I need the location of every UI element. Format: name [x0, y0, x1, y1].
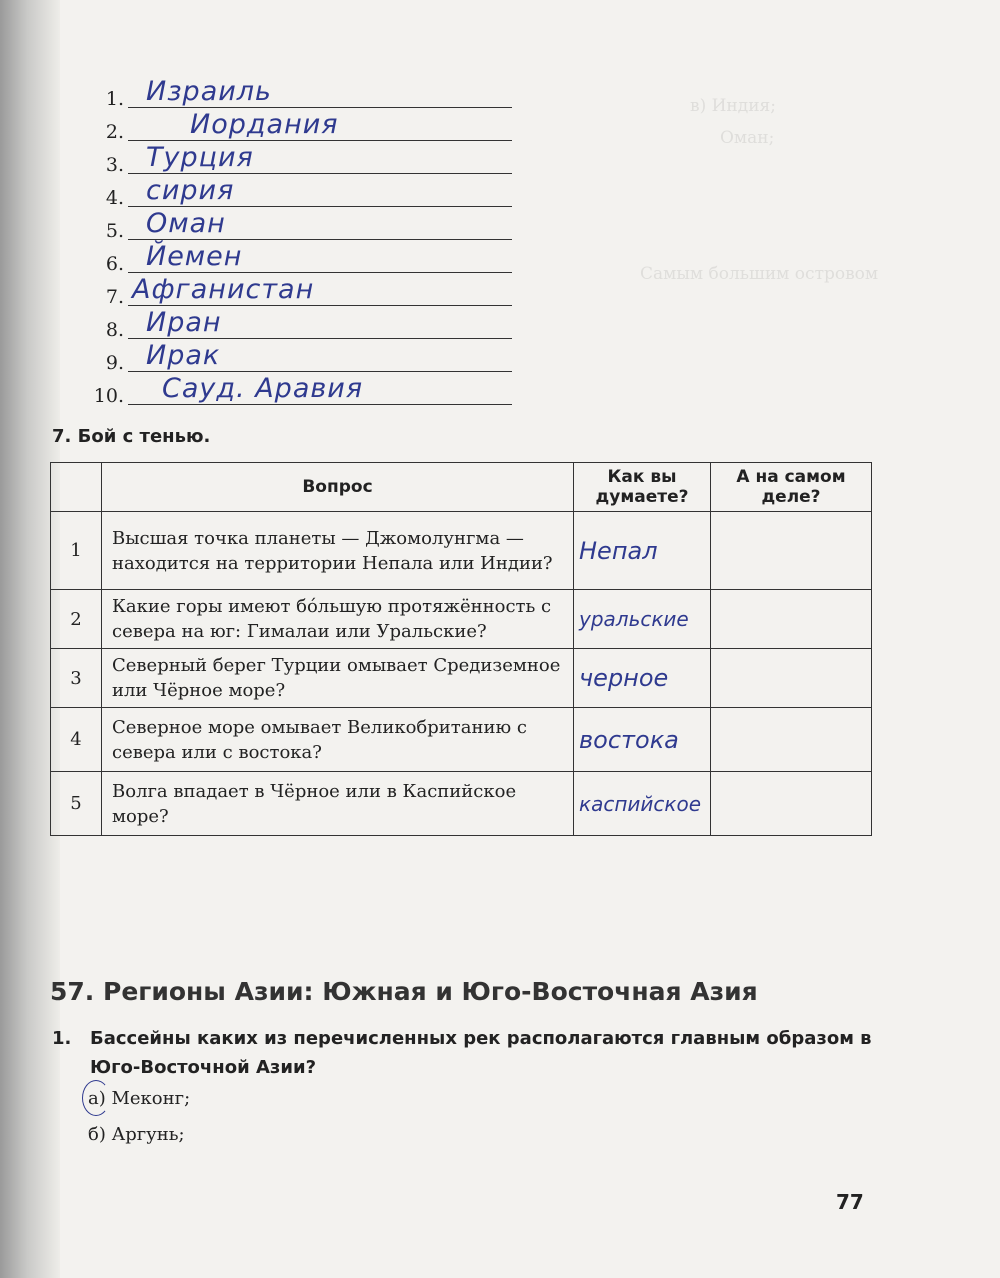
list-item: 6. Йемен [92, 247, 512, 280]
handwritten-answer: Йемен [146, 241, 243, 272]
option-b: б) Аргунь; [88, 1124, 185, 1145]
header-actual: А на самом деле? [711, 463, 872, 512]
country-answer-list [92, 76, 512, 412]
handwritten-answer: Непал [579, 536, 658, 565]
handwritten-answer: сирия [146, 175, 235, 206]
list-item: 7. Афганистан [92, 280, 512, 313]
bleed-through: Самым большим островом [640, 264, 879, 284]
section-heading: 57. Регионы Азии: Южная и Юго-Восточная Азия [50, 977, 758, 1006]
bleed-through: в) Индия; [690, 96, 777, 116]
table-row: 4 Северное море омывает Великобританию с севера или с востока? востока [51, 708, 872, 772]
list-item: 10. Сауд. Аравия [92, 379, 512, 412]
header-question: Вопрос [102, 463, 574, 512]
table-row: 1 Высшая точка планеты — Джомолунгма — находится на территории Непала или Индии? Непал [51, 512, 872, 590]
table-row: 5 Волга впадает в Чёрное или в Каспийское море? каспийское [51, 772, 872, 836]
handwritten-answer: Ирак [146, 340, 221, 371]
table-row: 2 Какие горы имеют бо́льшую протяжённость с севера на юг: Гималаи или Уральские? уральские [51, 590, 872, 649]
handwritten-answer: Иран [146, 307, 222, 338]
answer-cell-empty[interactable] [711, 590, 872, 649]
list-item: 8. Иран [92, 313, 512, 346]
table-header-row [51, 463, 872, 512]
list-item: 2. Иордания [92, 115, 512, 148]
handwritten-answer: Турция [146, 142, 254, 173]
handwritten-answer: Иордания [190, 109, 339, 140]
answer-cell-empty[interactable] [711, 772, 872, 836]
handwritten-answer: востока [579, 725, 679, 754]
bleed-through: Оман; [720, 128, 775, 148]
shadow-boxing-table [50, 462, 872, 836]
header-think: Как вы думаете? [574, 463, 711, 512]
table-row: 3 Северный берег Турции омывает Средиземное или Чёрное море? черное [51, 649, 872, 708]
handwritten-answer: уральские [579, 607, 689, 631]
answer-cell-empty[interactable] [711, 512, 872, 590]
handwritten-answer: Афганистан [132, 274, 315, 305]
answer-cell-empty[interactable] [711, 708, 872, 772]
handwritten-answer: каспийское [579, 791, 702, 816]
list-item: 9. Ирак [92, 346, 512, 379]
list-item: 4. сирия [92, 181, 512, 214]
list-item: 1. Израиль [92, 82, 512, 115]
question-1: 1. Бассейны каких из перечисленных рек располагаются главным образом в Юго-Восточной Азии? [52, 1028, 872, 1078]
option-a: а) Меконг; [88, 1088, 191, 1109]
handwritten-answer: черное [579, 664, 669, 692]
answer-cell-empty[interactable] [711, 649, 872, 708]
handwritten-answer: Оман [146, 208, 226, 239]
list-item: 5. Оман [92, 214, 512, 247]
task-7-title: 7. Бой с тенью. [52, 426, 211, 447]
list-item: 3. Турция [92, 148, 512, 181]
handwritten-answer: Израиль [146, 76, 272, 107]
handwritten-answer: Сауд. Аравия [162, 373, 364, 404]
page-number: 77 [836, 1190, 864, 1214]
